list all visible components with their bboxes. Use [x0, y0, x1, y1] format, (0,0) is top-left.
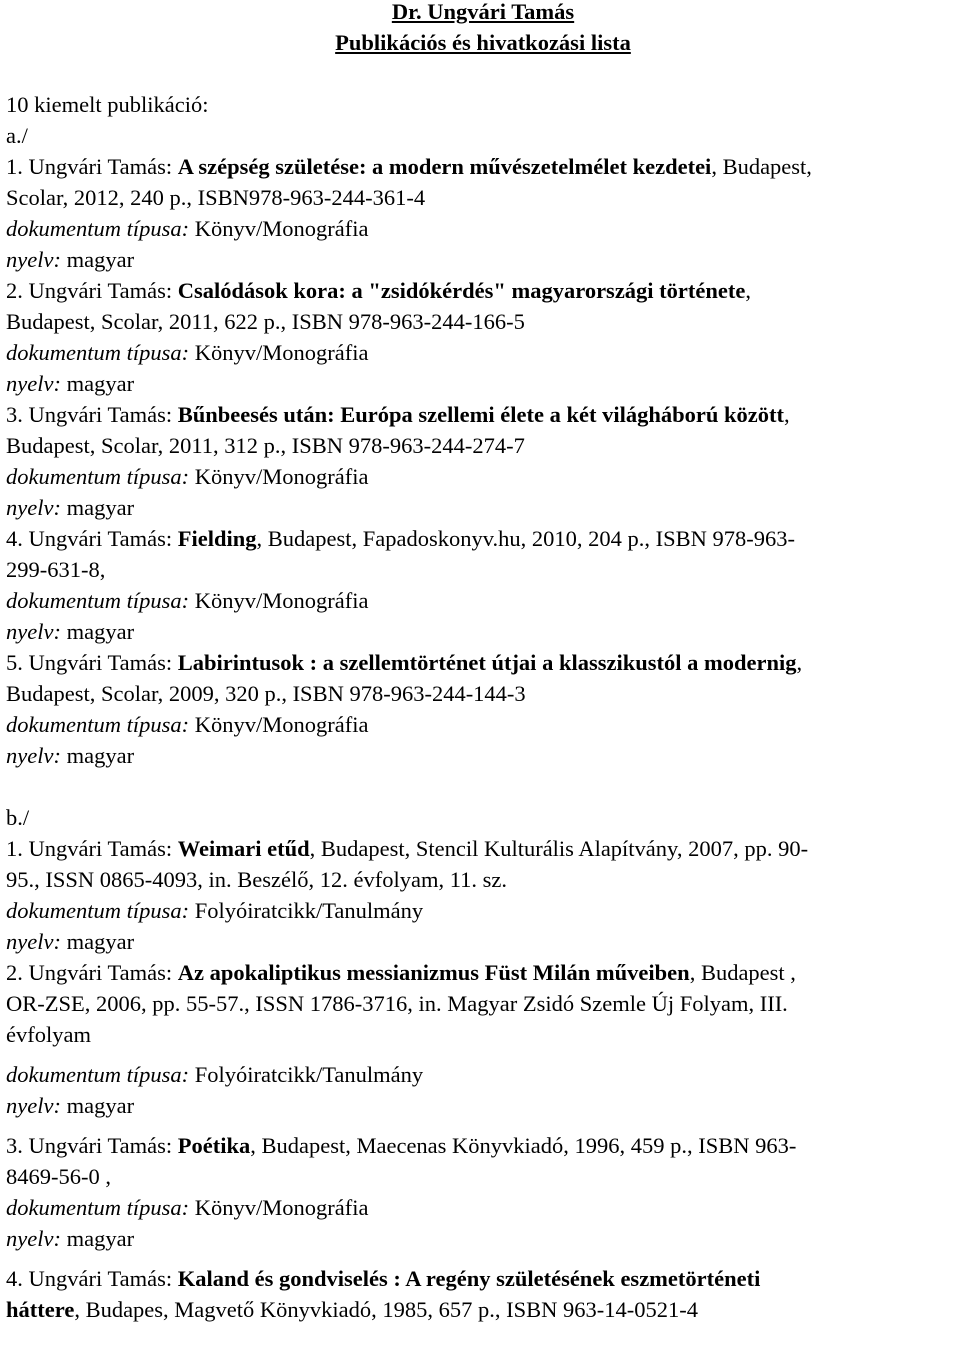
language-value: magyar: [60, 495, 135, 520]
language-value: magyar: [60, 247, 135, 272]
publication-details: , Budapest,: [711, 154, 812, 179]
doc-type-label: dokumentum típusa:: [6, 1062, 190, 1087]
publication-details: , Budapest, Fapadoskonyv.hu, 2010, 204 p., ISBN 978-963-: [256, 526, 796, 551]
doc-type-value: Könyv/Monográfia: [189, 464, 369, 489]
publication-details-cont: 8469-56-0 ,: [6, 1164, 111, 1189]
publication-title: Fielding: [177, 526, 257, 551]
document-header: [0, 0, 960, 58]
doc-type-label: dokumentum típusa:: [6, 898, 190, 923]
publication-entry: [6, 833, 956, 957]
language-value: magyar: [60, 1093, 135, 1118]
publication-entry: [6, 1130, 956, 1254]
section-spacer: [6, 771, 956, 802]
language-label: nyelv:: [6, 1226, 61, 1251]
doc-type-label: dokumentum típusa:: [6, 712, 190, 737]
publication-details: ,: [796, 650, 803, 675]
publication-entry: [6, 647, 956, 771]
author-name: Dr. Ungvári Tamás: [391, 0, 575, 24]
publication-title: Az apokaliptikus messianizmus Füst Milán műveiben: [177, 960, 690, 985]
publication-title: Labirintusok : a szellemtörténet útjai a klasszikustól a modernig: [177, 650, 797, 675]
doc-type-value: Könyv/Monográfia: [189, 712, 369, 737]
publication-details-cont: 299-631-8,: [6, 557, 106, 582]
doc-type-label: dokumentum típusa:: [6, 1195, 190, 1220]
publication-details-cont: 95., ISSN 0865-4093, in. Beszélő, 12. évfolyam, 11. sz.: [6, 867, 507, 892]
entry-prefix: 2. Ungvári Tamás:: [6, 960, 178, 985]
doc-type-value: Könyv/Monográfia: [189, 340, 369, 365]
entry-prefix: 1. Ungvári Tamás:: [6, 154, 178, 179]
entry-spacer: [6, 1121, 956, 1130]
language-value: magyar: [60, 371, 135, 396]
publication-details-cont: Budapest, Scolar, 2011, 312 p., ISBN 978-963-244-274-7: [6, 433, 525, 458]
publication-entry: [6, 523, 956, 647]
publication-entry: [6, 957, 956, 1121]
language-value: magyar: [60, 619, 135, 644]
language-label: nyelv:: [6, 619, 61, 644]
publication-details: ,: [745, 278, 751, 303]
intro-text: 10 kiemelt publikáció:: [6, 92, 209, 117]
language-value: magyar: [60, 929, 135, 954]
entry-spacer: [6, 1050, 956, 1059]
publication-details-cont: Budapest, Scolar, 2011, 622 p., ISBN 978-963-244-166-5: [6, 309, 525, 334]
publication-details-cont: Budapest, Scolar, 2009, 320 p., ISBN 978-963-244-144-3: [6, 681, 526, 706]
publication-title: Poétika: [177, 1133, 251, 1158]
language-label: nyelv:: [6, 743, 61, 768]
publication-title: Bűnbeesés után: Európa szellemi élete a két világháború között: [177, 402, 784, 427]
entry-prefix: 4. Ungvári Tamás:: [6, 526, 178, 551]
publication-details: , Budapest ,: [689, 960, 796, 985]
document-title: Publikációs és hivatkozási lista: [335, 30, 631, 55]
publication-details: ,: [783, 402, 790, 427]
doc-type-value: Folyóiratcikk/Tanulmány: [189, 898, 424, 923]
language-label: nyelv:: [6, 247, 61, 272]
publication-details: , Budapest, Maecenas Könyvkiadó, 1996, 459 p., ISBN 963-: [250, 1133, 797, 1158]
doc-type-label: dokumentum típusa:: [6, 216, 190, 241]
publication-details: , Budapes, Magvető Könyvkiadó, 1985, 657 p., ISBN 963-14-0521-4: [74, 1297, 699, 1322]
publication-entry: [6, 151, 956, 275]
language-label: nyelv:: [6, 495, 61, 520]
doc-type-value: Könyv/Monográfia: [189, 1195, 369, 1220]
publication-entry: [6, 275, 956, 399]
language-label: nyelv:: [6, 371, 61, 396]
publication-title: Kaland és gondviselés : A regény születésének eszmetörténeti: [177, 1266, 761, 1291]
doc-type-label: dokumentum típusa:: [6, 588, 190, 613]
language-value: magyar: [60, 743, 135, 768]
publication-title-cont: háttere: [6, 1297, 75, 1322]
publication-title: A szépség születése: a modern művészetelmélet kezdetei: [177, 154, 712, 179]
section-b-label: b./: [6, 805, 30, 830]
doc-type-label: dokumentum típusa:: [6, 340, 190, 365]
publication-entry: [6, 1263, 956, 1325]
language-value: magyar: [60, 1226, 135, 1251]
publication-entry: [6, 399, 956, 523]
doc-type-value: Könyv/Monográfia: [189, 588, 369, 613]
publication-details-cont: OR-ZSE, 2006, pp. 55-57., ISSN 1786-3716, in. Magyar Zsidó Szemle Új Folyam, III.: [6, 991, 788, 1016]
entry-prefix: 5. Ungvári Tamás:: [6, 650, 178, 675]
entry-spacer: [6, 1254, 956, 1263]
doc-type-value: Folyóiratcikk/Tanulmány: [189, 1062, 424, 1087]
publication-details-cont: Scolar, 2012, 240 p., ISBN978-963-244-361-4: [6, 185, 426, 210]
document-body: [6, 89, 956, 1325]
publication-title: Csalódások kora: a "zsidókérdés" magyarországi története: [177, 278, 746, 303]
language-label: nyelv:: [6, 1093, 61, 1118]
doc-type-value: Könyv/Monográfia: [189, 216, 369, 241]
publication-details-cont: évfolyam: [6, 1022, 91, 1047]
publication-title: Weimari etűd: [177, 836, 310, 861]
language-label: nyelv:: [6, 929, 61, 954]
section-a-label: a./: [6, 123, 28, 148]
doc-type-label: dokumentum típusa:: [6, 464, 190, 489]
entry-prefix: 3. Ungvári Tamás:: [6, 402, 178, 427]
entry-prefix: 2. Ungvári Tamás:: [6, 278, 178, 303]
publication-details: , Budapest, Stencil Kulturális Alapítvány, 2007, pp. 90-: [309, 836, 809, 861]
entry-prefix: 3. Ungvári Tamás:: [6, 1133, 178, 1158]
entry-prefix: 1. Ungvári Tamás:: [6, 836, 178, 861]
entry-prefix: 4. Ungvári Tamás:: [6, 1266, 178, 1291]
